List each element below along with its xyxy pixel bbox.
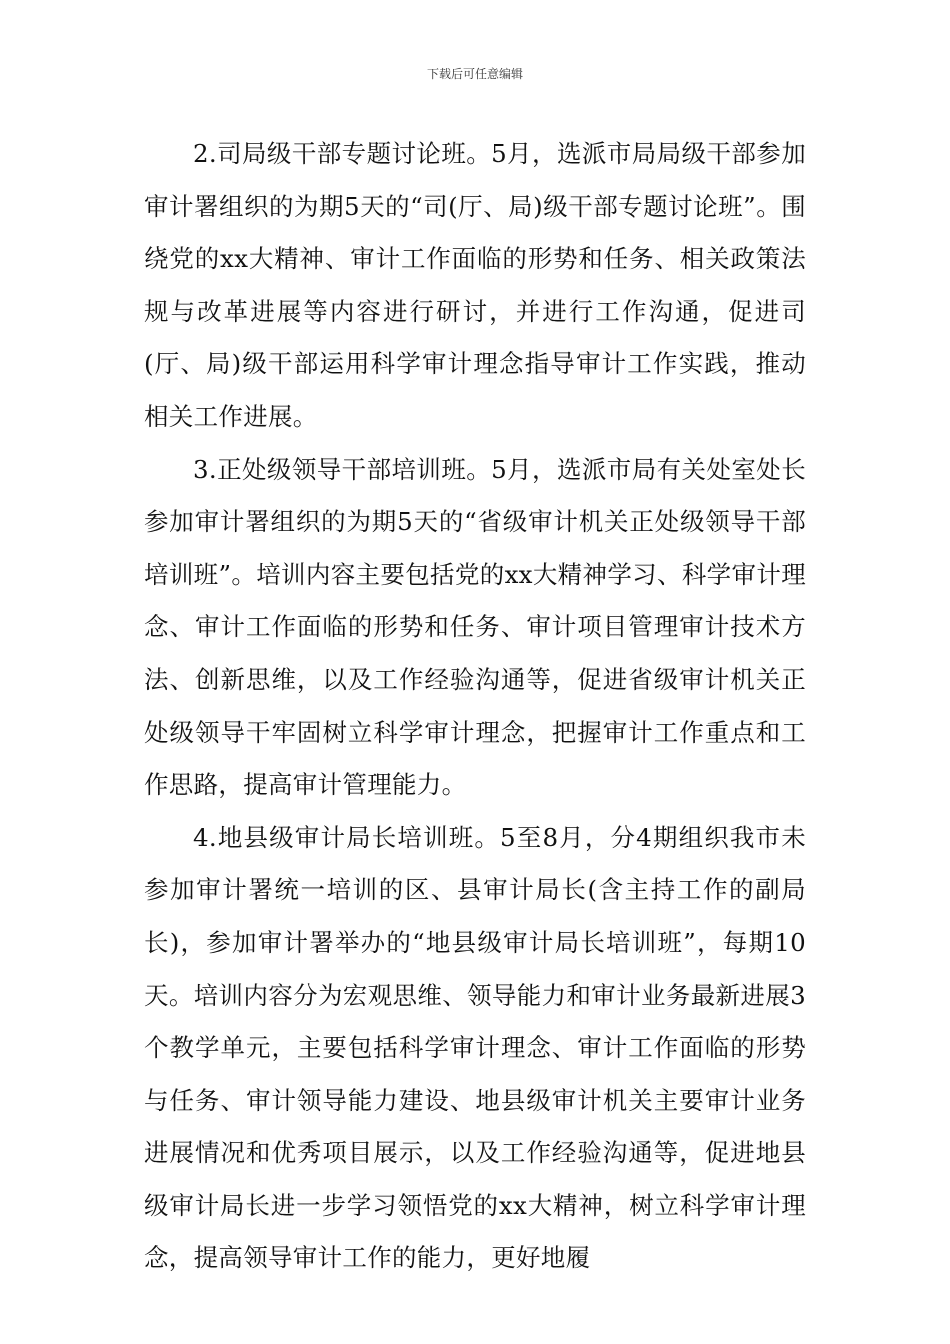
page-header-note: 下载后可任意编辑	[426, 67, 523, 81]
paragraph-item-4: 4.地县级审计局长培训班。5至8月，分4期组织我市未参加审计署统一培训的区、县审计局长(含主持工作的副局长)，参加审计署举办的“地县级审计局长培训班”，每期10天。培训内容分为宏观思维、领导能力和审计业务最新进展3个教学单元，主要包括科学审计理念、审计工作面临的形势与任务、审计领导能力建设、地县级审计机关主要审计业务进展情况和优秀项目展示，以及工作经验沟通等，促进地县级审计局长进一步学习领悟党的xx大精神，树立科学审计理念，提高领导审计工作的能力，更好地履	[144, 822, 806, 1273]
document-body	[144, 128, 806, 1285]
paragraph-item-3: 3.正处级领导干部培训班。5月，选派市局有关处室处长参加审计署组织的为期5天的“省级审计机关正处级领导干部培训班”。培训内容主要包括党的xx大精神学习、科学审计理念、审计工作面临的形势和任务、审计项目管理审计技术方法、创新思维，以及工作经验沟通等，促进省级审计机关正处级领导干牢固树立科学审计理念，把握审计工作重点和工作思路，提高审计管理能力。	[144, 454, 806, 800]
paragraph-item-2: 2.司局级干部专题讨论班。5月，选派市局局级干部参加审计署组织的为期5天的“司(厅、局)级干部专题讨论班”。围绕党的xx大精神、审计工作面临的形势和任务、相关政策法规与改革进展等内容进行研讨，并进行工作沟通，促进司(厅、局)级干部运用科学审计理念指导审计工作实践，推动相关工作进展。	[144, 139, 806, 431]
